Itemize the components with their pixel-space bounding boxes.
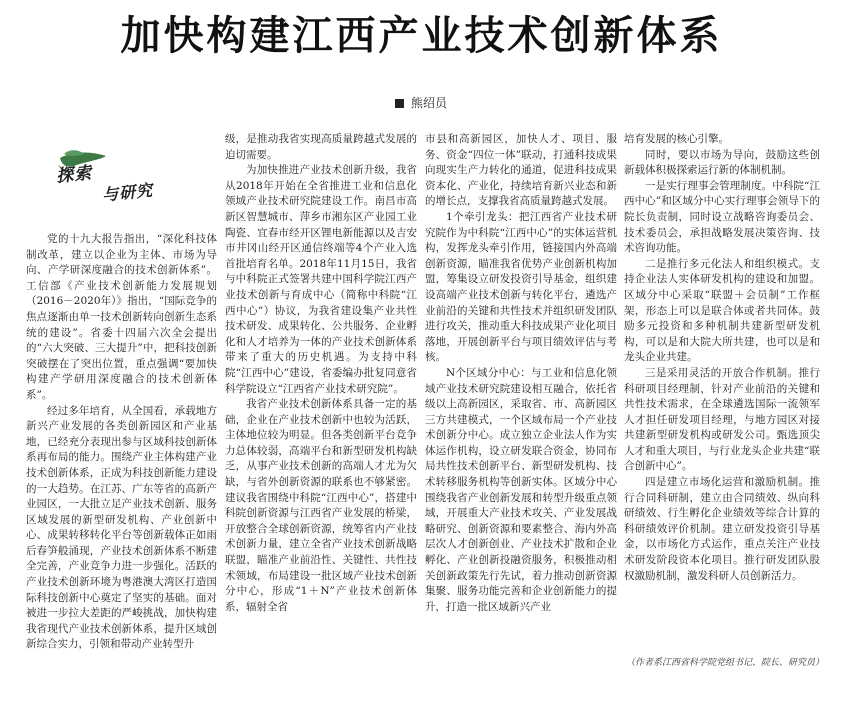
author-name: 熊绍员 [411, 96, 448, 110]
body-column-2 [225, 132, 417, 704]
body-column-3 [425, 132, 617, 704]
column-logo [54, 150, 184, 210]
column-logo-text-2: 与研究 [101, 180, 154, 205]
paragraph: 三是采用灵活的开放合作机制。推行科研项目经理制，针对产业前沿的关键和共性技术需求，在全球遴选国际一流领军人才担任研发项目经理，与地方园区对接共建新型研发机构或研发公司。甄选顶尖人才和重大项目，与行业龙头企业共建“联合创新中心”。 [624, 366, 820, 473]
body-column-4 [624, 132, 820, 602]
paragraph: N个区域分中心：与工业和信息化领域产业技术研究院建设相互融合，依托省级以上高新园区，采取省、市、高新园区三方共建模式，一个区域布局一个产业技术创新分中心。成立独立企业法人作为实体运作机构，设立研发联合资金，协同布局共性技术创新平台、新型研发机构、技术转移服务机构等创新实体。区域分中心围绕我省产业创新发展和转型升级重点领域，开展重大产业技术攻关、产业发展战略研究、创新资源和要素整合、海内外高层次人才创新创业、产业技术扩散和企业孵化、产业创新投融资服务，积极推动相关创新政策先行先试，着力推动创新资源集聚、服务功能完善和企业创新能力的提升，打造一批区域新兴产业 [425, 366, 617, 613]
column-logo-text-1: 探索 [55, 163, 94, 187]
author-note: （作者系江西省科学院党组书记、院长、研究员） [625, 658, 824, 668]
paragraph: 市县和高新园区，加快人才、项目、服务、资金“四位一体”联动，打通科技成果向现实生产力转化的通道，促进科技成果资本化、产业化，持续培育新兴业态和新的增长点，支撑我省高质量跨越式发展。 [425, 133, 617, 208]
paragraph: 经过多年培育，从全国看，承载地方新兴产业发展的各类创新园区和产业基地，已经充分表现出参与区域科技创新体系再布局的能力。围绕产业主体构建产业技术创新体系，正成为科技创新能力建设的一大趋势。在江苏、广东等省的高新产业园区，一大批立足产业技术创新、服务区域发展的新型研发机构、产业创新中心、成果转移转化平台等创新载体正如雨后春笋般涌现，产业技术创新体系不断建全完善，产业竞争力进一步强化。活跃的产业技术创新环境为粤港澳大湾区打造国际科技创新中心奠定了坚实的基础。面对被进一步拉大差距的严峻挑战，加快构建我省现代产业技术创新体系，提升区域创新综合实力，引领和带动产业转型升 [26, 404, 217, 651]
paragraph: 我省产业技术创新体系具备一定的基础，企业在产业技术创新中也较为活跃，主体地位较为明显。但各类创新平台竞争力总体较弱，高端平台和新型研发机构缺乏，从事产业技术创新的高端人才尤为欠缺，与省外创新资源的联系也不够紧密。建议我省围绕中科院“江西中心”，搭建中科院创新资源与江西省产业发展的桥梁，开放整合全球创新资源，统筹省内产业技术创新力量，建立全省产业技术创新战略联盟，瞄准产业前沿性、关键性、共性技术领域，布局建设一批区域产业技术创新分中心，形成“1＋N”产业技术创新体系，辐射全省 [225, 398, 417, 613]
headline: 加快构建江西产业技术创新体系 [120, 13, 723, 59]
paragraph: 党的十九大报告指出，“深化科技体制改革，建立以企业为主体、市场为导向、产学研深度融合的技术创新体系”。工信部《产业技术创新能力发展规划（2016－2020年）》指出，“国际竞争的焦点逐渐由单一技术创新转向创新生态系统的建设”。省委十四届六次全会提出的“六大突破、三大提升”中，把科技创新突破摆在了突出位置，重点强调“要加快构建产学研用深度融合的技术创新体系”。 [26, 233, 217, 401]
paragraph: 二是推行多元化法人和组织模式。支持企业法人实体研发机构的建设和加盟。区域分中心采取“联盟＋会员制”工作框架，形态上可以是联合体或者共同体。鼓励多元投资和多种机制共建新型研发机构，可以是和大院大所共建，也可以是和龙头企业共建。 [624, 257, 820, 364]
square-bullet-icon [395, 99, 404, 108]
byline [395, 94, 447, 112]
paragraph: 级，是推动我省实现高质量跨越式发展的迫切需要。 [225, 133, 417, 161]
paragraph: 培育发展的核心引擎。 [624, 133, 729, 145]
body-column-1 [26, 232, 217, 704]
paragraph: 同时，要以市场为导向，鼓励这些创新载体积极探索运行新的体制机制。 [624, 148, 820, 177]
paragraph: 四是建立市场化运营和激励机制。推行合同科研制，建立由合同绩效、纵向科研绩效、行生孵化企业绩效等综合计算的科研绩效评价机制。建立研发投资引导基金，以市场化方式运作，重点关注产业技术研发阶段资本化项目。推行研发团队股权激励机制，激发科研人员创新活力。 [624, 476, 820, 582]
paragraph: 1个牵引龙头：把江西省产业技术研究院作为中科院“江西中心”的实体运营机构，发挥龙头牵引作用，链接国内外高端创新资源，瞄准我省优势产业创新机构加盟，筹集设立研发投资引导基金，组织建设高端产业技术创新与转化平台，遴选产业前沿的关键和共性技术并组织研发团队进行攻关，推动重大科技成果产业化项目落地，开展创新平台与项目绩效评估与考核。 [425, 210, 617, 364]
paragraph: 为加快推进产业技术创新升级，我省从2018年开始在全省推进工业和信息化领域产业技术研究院建设工作。南昌市高新区智慧城市、萍乡市湘东区产业园工业陶瓷、宜春市经开区锂电新能源以及吉安市井冈山经开区通信终端等4个产业入选首批培育名单。2018年11月15日，我省与中科院正式签署共建中国科学院江西产业技术创新与育成中心（简称中科院“江西中心”）协议，为我省建设集产业共性技术研发、成果转化、公共服务、企业孵化和人才培养为一体的产业技术创新体系带来了重大的历史机遇。为支持中科院“江西中心”建设，省委编办批复同意省科学院设立“江西省产业技术研究院”。 [225, 164, 417, 395]
paragraph: 一是实行理事会管理制度。中科院“江西中心”和区域分中心实行理事会领导下的院长负责制，同时设立战略咨询委员会、技术委员会，承担战略发展决策咨询、技术咨询功能。 [624, 179, 820, 255]
